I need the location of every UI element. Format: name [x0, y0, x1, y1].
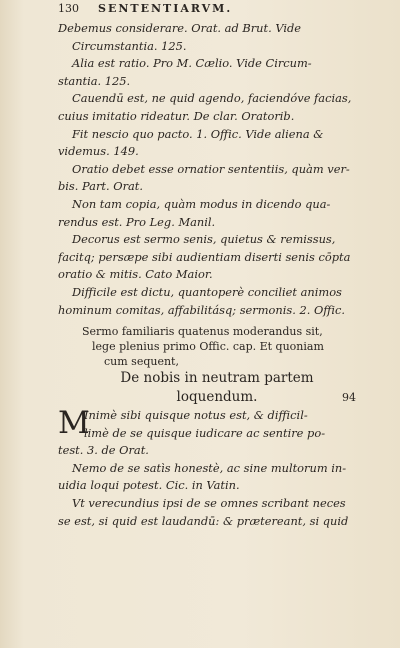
- entry-line: Debemus considerare. Orat. ad Brut. Vide: [58, 21, 302, 35]
- note-line: Sermo familiaris quatenus moderandus sit,: [82, 325, 323, 339]
- note-line: lege plenius primo Offic. cap. Et quoniam: [92, 340, 324, 354]
- chapter-body: [58, 407, 376, 530]
- entry-line: Non tam copia, quàm modus in dicendo qua-: [72, 196, 331, 211]
- entry-line: oratio & mitis. Cato Maior.: [58, 267, 213, 282]
- entry-line: cuius imitatio rideatur. De clar. Oratorib.: [58, 108, 295, 123]
- entry-line: Decorus est sermo senis, quietus & remissus,: [72, 232, 336, 247]
- chapter-number: 94: [342, 391, 356, 405]
- drop-capital: M: [58, 405, 90, 442]
- chapter-heading-line: De nobis in neutram partem: [120, 370, 314, 387]
- body-line: limè de se quisque iudicare ac sentire po-: [84, 425, 326, 440]
- entry-line: bis. Part. Orat.: [58, 179, 144, 194]
- entry-line: videmus. 149.: [58, 144, 139, 159]
- entry-line: facitq; persæpe sibi audientiam diserti senis cōpta: [58, 249, 351, 264]
- entry-line: Oratio debet esse ornatior sententiis, quàm ver-: [72, 161, 350, 176]
- body-line: uidia loqui potest. Cic. in Vatin.: [58, 478, 240, 493]
- body-line: Inimè sibi quisque notus est, & difficil-: [84, 408, 308, 423]
- entry-line: Circumstantia. 125.: [72, 38, 187, 53]
- entry-line: stantia. 125.: [58, 73, 131, 88]
- entry-line: hominum comitas, affabilitásq; sermonis. 2. Offic.: [58, 302, 346, 317]
- body-line: test. 3. de Orat.: [58, 443, 149, 458]
- entry-line: Fit nescio quo pacto. 1. Offic. Vide aliena &: [72, 126, 324, 141]
- chapter-heading-text: loquendum.: [176, 389, 258, 406]
- page-header: [58, 2, 380, 16]
- text-block: [58, 20, 376, 530]
- body-line: Nemo de se satìs honestè, ac sine multorum in-: [72, 460, 347, 475]
- entry-line: Alia est ratio. Pro M. Cælio. Vide Circum-: [72, 56, 312, 71]
- cross-reference-note: [58, 324, 376, 369]
- entry-line: rendus est. Pro Leg. Manil.: [58, 214, 216, 229]
- chapter-heading-line-2: [58, 388, 376, 407]
- page-number: 130: [58, 2, 79, 15]
- chapter-heading: [58, 369, 376, 407]
- running-head: SENTENTIARVM.: [98, 2, 233, 15]
- entry-line: Cauendū est, ne quid agendo, faciendóve facias,: [72, 91, 352, 106]
- body-line: Vt verecundius ipsi de se omnes scribant neces: [72, 496, 346, 511]
- entry-line: Difficile est dictu, quantoperè conciliet animos: [72, 284, 342, 299]
- body-line: se est, si quid est laudandū: & prætereant, si quid: [58, 513, 349, 528]
- note-line: cum sequent,: [104, 355, 179, 369]
